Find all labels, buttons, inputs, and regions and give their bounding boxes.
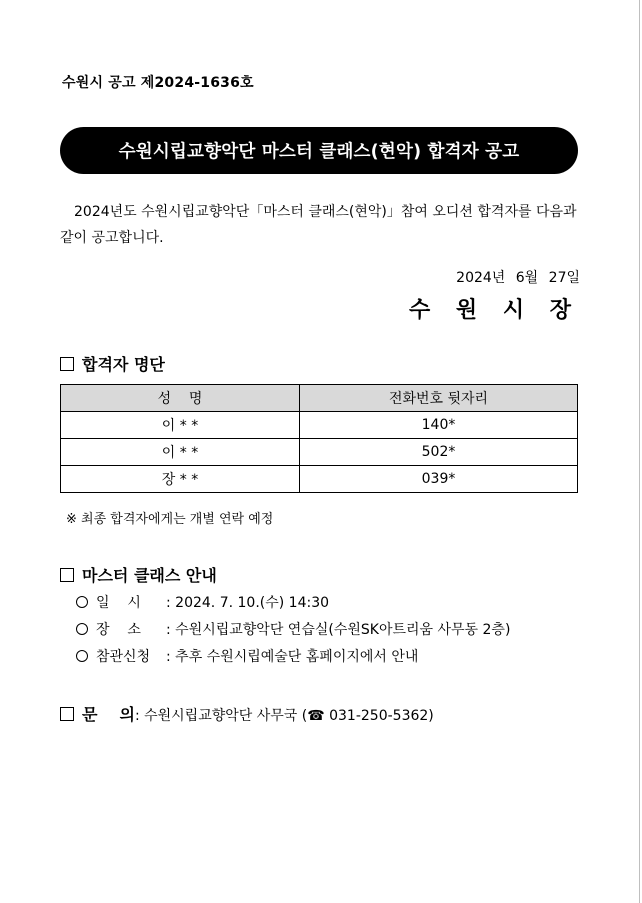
info-value: : 수원시립교향악단 연습실(수원SK아트리움 사무동 2층): [166, 622, 511, 638]
issuer: 수 원 시 장: [409, 298, 580, 323]
list-item: [76, 644, 510, 671]
table-row: [61, 439, 578, 466]
column-header-name: 성 명: [61, 385, 300, 412]
contact-label-1: 문: [82, 705, 98, 724]
section-roster-title: 합격자 명단: [82, 355, 165, 374]
info-label: 참관신청: [96, 649, 151, 665]
section-masterclass-title: 마스터 클래스 안내: [82, 566, 217, 585]
cell-name: 장 * *: [61, 466, 300, 493]
cell-phone: 140*: [300, 412, 578, 439]
roster-table: [60, 384, 578, 493]
table-row: [61, 466, 578, 493]
list-item: [76, 590, 510, 617]
info-label: 장 소: [96, 622, 141, 638]
contact-label-2: 의: [119, 705, 135, 724]
title-banner: [60, 127, 578, 174]
circle-bullet-icon: [76, 650, 88, 662]
masterclass-info-list: [76, 590, 510, 671]
table-header-row: [61, 385, 578, 412]
notice-date: 2024년 6월 27일: [456, 270, 580, 286]
table-row: [61, 412, 578, 439]
square-bullet-icon: [60, 707, 74, 721]
cell-name: 이 * *: [61, 412, 300, 439]
cell-phone: 502*: [300, 439, 578, 466]
cell-name: 이 * *: [61, 439, 300, 466]
cell-phone: 039*: [300, 466, 578, 493]
contact-value: : 수원시립교향악단 사무국 (☎ 031-250-5362): [134, 708, 434, 724]
info-value: : 추후 수원시립예술단 홈페이지에서 안내: [166, 649, 419, 665]
circle-bullet-icon: [76, 623, 88, 635]
column-header-phone: 전화번호 뒷자리: [300, 385, 578, 412]
square-bullet-icon: [60, 357, 74, 371]
page-title: 수원시립교향악단 마스터 클래스(현악) 합격자 공고: [118, 142, 520, 162]
contact-line: [60, 702, 434, 725]
section-masterclass-heading: [60, 563, 217, 586]
info-label: 일 시: [96, 595, 141, 611]
section-roster-heading: [60, 352, 165, 375]
intro-paragraph: 2024년도 수원시립교향악단「마스터 클래스(현악)」참여 오디션 합격자를 다음과 같이 공고합니다.: [60, 204, 577, 246]
circle-bullet-icon: [76, 596, 88, 608]
page-edge: [639, 0, 640, 903]
notice-number: 수원시 공고 제2024-1636호: [62, 75, 254, 91]
contact-heading: [60, 705, 135, 724]
info-value: : 2024. 7. 10.(수) 14:30: [166, 595, 330, 611]
square-bullet-icon: [60, 568, 74, 582]
roster-note: ※ 최종 합격자에게는 개별 연락 예정: [66, 512, 274, 527]
list-item: [76, 617, 510, 644]
